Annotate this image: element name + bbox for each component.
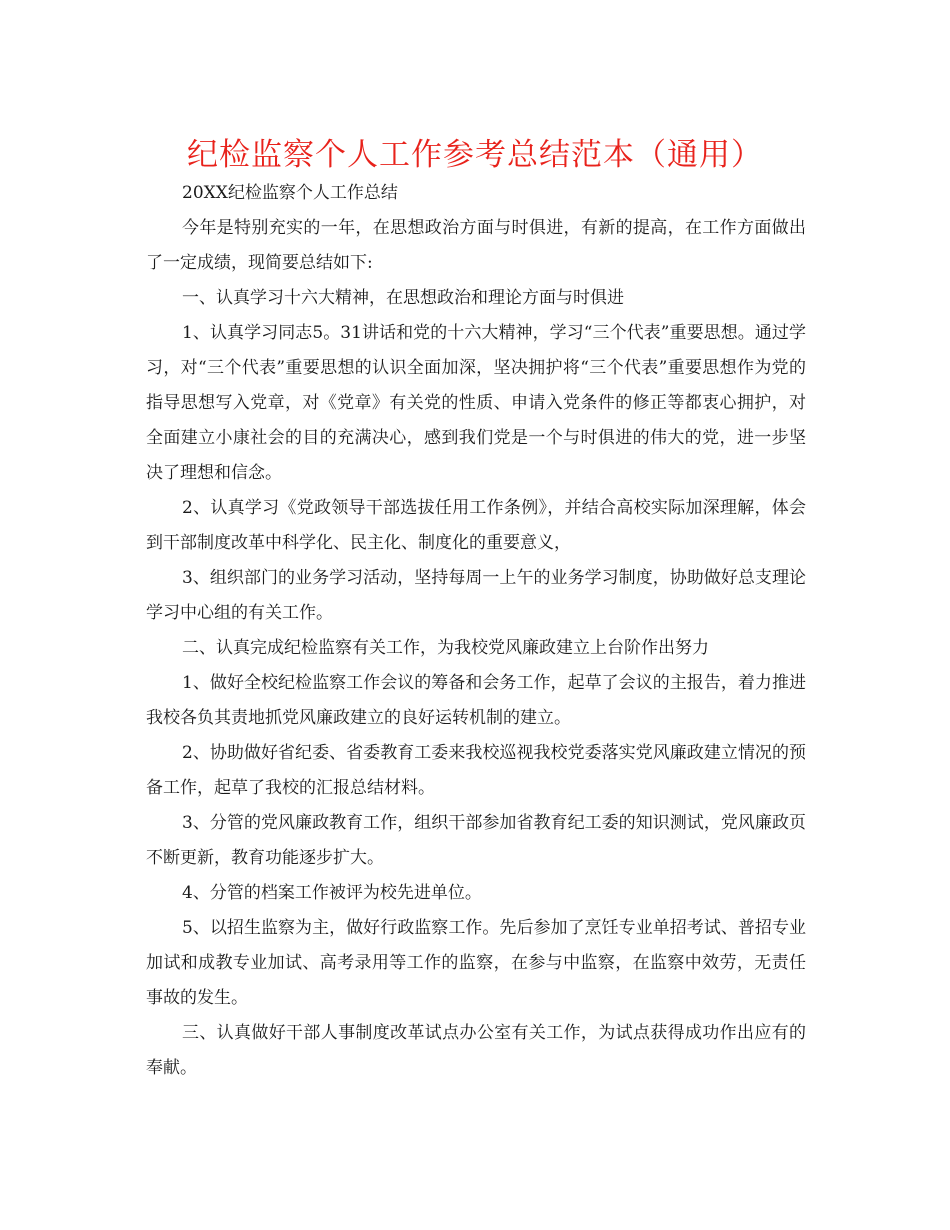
paragraph: 5、以招生监察为主，做好行政监察工作。先后参加了烹饪专业单招考试、普招专业加试和成教专业加试、高考录用等工作的监察，在参与中监察，在监察中效劳，无责任事故的发生。 (146, 918, 806, 1008)
paragraph: 4、分管的档案工作被评为校先进单位。 (182, 883, 482, 903)
section-heading: 一、认真学习十六大精神，在思想政治和理论方面与时俱进 (182, 288, 624, 308)
paragraph: 2、协助做好省纪委、省委教育工委来我校巡视我校党委落实党风廉政建立情况的预备工作，起草了我校的汇报总结材料。 (146, 743, 806, 798)
document-title: 纪检监察个人工作参考总结范本（通用） (187, 137, 763, 173)
paragraph: 1、认真学习同志5。31讲话和党的十六大精神，学习“三个代表”重要思想。通过学习，对“三个代表”重要思想的认识全面加深，坚决拥护将“三个代表”重要思想作为党的指导思想写入党章，对《党章》有关党的性质、申请入党条件的修正等都衷心拥护，对全面建立小康社会的目的充满决心，感到我们党是一个与时俱进的伟大的党，进一步坚决了理想和信念。 (146, 323, 806, 483)
paragraph: 1、做好全校纪检监察工作会议的筹备和会务工作，起草了会议的主报告，着力推进我校各负其责地抓党风廉政建立的良好运转机制的建立。 (146, 673, 806, 728)
section-heading: 三、认真做好干部人事制度改革试点办公室有关工作，为试点获得成功作出应有的奉献。 (146, 1023, 806, 1078)
paragraph: 今年是特别充实的一年，在思想政治方面与时俱进，有新的提高，在工作方面做出了一定成绩，现简要总结如下: (146, 218, 806, 273)
document-body (146, 176, 806, 1086)
document-subtitle: 20XX纪检监察个人工作总结 (182, 183, 398, 203)
paragraph: 3、分管的党风廉政教育工作，组织干部参加省教育纪工委的知识测试，党风廉政页不断更新，教育功能逐步扩大。 (146, 813, 806, 868)
paragraph: 2、认真学习《党政领导干部选拔任用工作条例》，并结合高校实际加深理解，体会到干部制度改革中科学化、民主化、制度化的重要意义， (146, 498, 806, 553)
paragraph: 3、组织部门的业务学习活动，坚持每周一上午的业务学习制度，协助做好总支理论学习中心组的有关工作。 (146, 568, 806, 623)
section-heading: 二、认真完成纪检监察有关工作，为我校党风廉政建立上台阶作出努力 (182, 638, 709, 658)
